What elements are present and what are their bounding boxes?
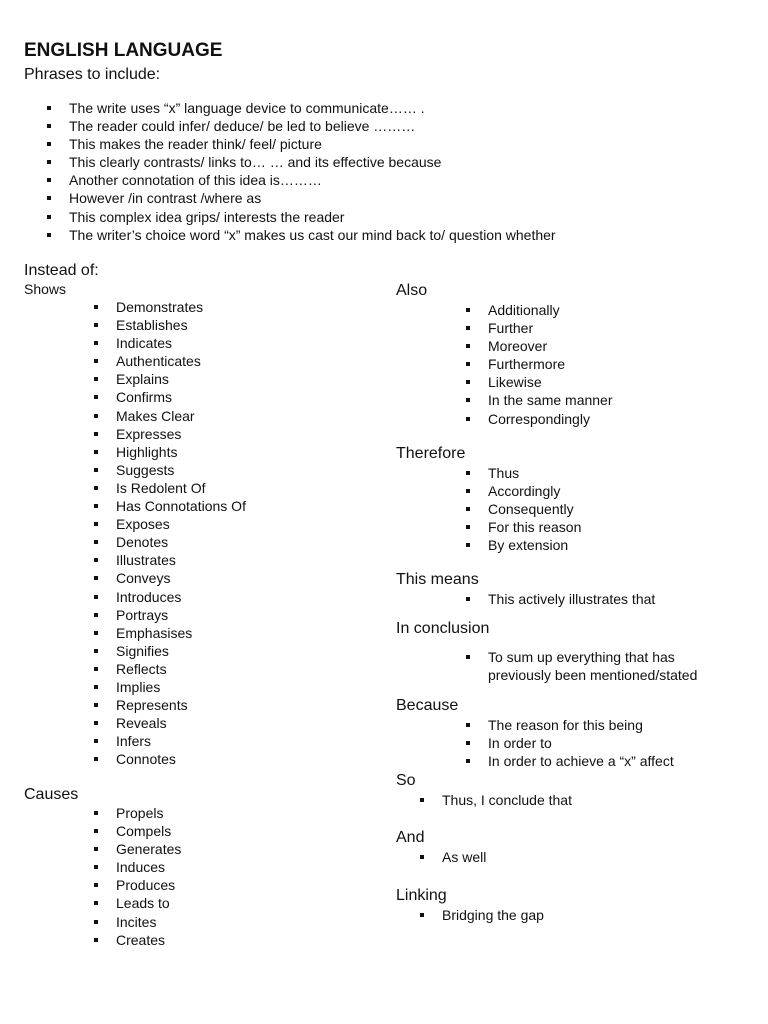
list-item [488,648,697,684]
list-item: Indicates [116,334,246,352]
list-item: Another connotation of this idea is……… [69,171,556,189]
list-item: Demonstrates [116,298,246,316]
list-item: In order to achieve a “x” affect [488,753,674,770]
list-item: Generates [116,841,182,858]
in-conclusion-heading: In conclusion [396,620,490,637]
list-item: Portrays [116,606,246,624]
list-item-line: To sum up everything that has [488,649,675,665]
list-item: Moreover [488,337,613,355]
list-item: Likewise [488,373,613,391]
list-item: Incites [116,913,181,931]
causes-heading: Causes [24,786,79,803]
this-means-heading: This means [396,571,479,588]
list-item: Represents [116,696,246,714]
linking-list [442,906,544,924]
list-item: Consequently [488,500,581,518]
also-list [488,301,613,428]
list-item: Further [488,319,613,337]
list-item: Conveys [116,569,246,587]
in-conclusion-list [488,648,697,684]
shows-label: Shows [24,281,67,297]
list-item: Thus, I conclude that [442,792,572,808]
phrases-subtitle: Phrases to include: [24,66,161,83]
list-item: Has Connotations Of [116,498,246,515]
phrases-list [69,99,556,244]
causes-list [116,804,181,949]
list-item: As well [442,849,487,865]
this-means-list [488,590,655,608]
list-item: By extension [488,536,581,554]
list-item: Induces [116,858,181,876]
therefore-list [488,464,581,554]
list-item-line: previously been mentioned/stated [488,667,698,684]
list-item: Furthermore [488,355,613,373]
also-heading: Also [396,282,428,299]
list-item: Compels [116,822,181,840]
list-item: Leads to [116,894,181,912]
instead-of-heading: Instead of: [24,262,99,279]
list-item: Implies [116,678,246,696]
list-item: Exposes [116,515,246,533]
therefore-heading: Therefore [396,445,466,462]
list-item: Makes Clear [116,407,246,425]
list-item: Creates [116,931,181,949]
list-item: This clearly contrasts/ links to… … and its effective because [69,153,556,171]
and-heading: And [396,829,425,846]
list-item: Emphasises [116,624,246,642]
list-item: Denotes [116,533,246,551]
because-heading: Because [396,697,459,714]
list-item: For this reason [488,519,582,536]
list-item: Reflects [116,660,246,678]
list-item: Confirms [116,388,246,406]
list-item: In the same manner [488,392,613,409]
list-item: Correspondingly [488,410,613,428]
list-item: The write uses “x” language device to communicate…… . [69,99,556,117]
list-item: Connotes [116,750,246,768]
list-item: This complex idea grips/ interests the reader [69,208,556,226]
so-list [442,791,572,809]
because-list [488,716,674,770]
list-item: Suggests [116,461,246,479]
linking-heading: Linking [396,887,447,904]
list-item: The writer’s choice word “x” makes us cast our mind back to/ question whether [69,226,556,243]
list-item: Thus [488,464,581,482]
list-item: This actively illustrates that [488,591,656,607]
list-item: This makes the reader think/ feel/ picture [69,135,556,153]
list-item: Establishes [116,316,246,334]
list-item: Infers [116,732,246,750]
list-item: Signifies [116,642,246,660]
list-item: Is Redolent Of [116,479,246,497]
list-item: In order to [488,734,674,752]
list-item: Introduces [116,588,246,606]
list-item: Highlights [116,443,246,461]
list-item: The reason for this being [488,716,674,734]
list-item: Additionally [488,301,613,319]
so-heading: So [396,772,416,789]
and-list [442,848,486,866]
list-item: Expresses [116,425,246,443]
list-item: Bridging the gap [442,907,544,923]
list-item: The reader could infer/ deduce/ be led to believe ……… [69,117,556,135]
list-item: However /in contrast /where as [69,189,556,207]
shows-list [116,298,246,768]
list-item: Authenticates [116,352,246,370]
list-item: Propels [116,804,181,822]
list-item: Produces [116,876,181,894]
list-item: Illustrates [116,551,246,569]
list-item: Reveals [116,714,246,732]
list-item: Accordingly [488,482,581,500]
list-item: Explains [116,370,246,388]
document-title: ENGLISH LANGUAGE [24,40,223,61]
